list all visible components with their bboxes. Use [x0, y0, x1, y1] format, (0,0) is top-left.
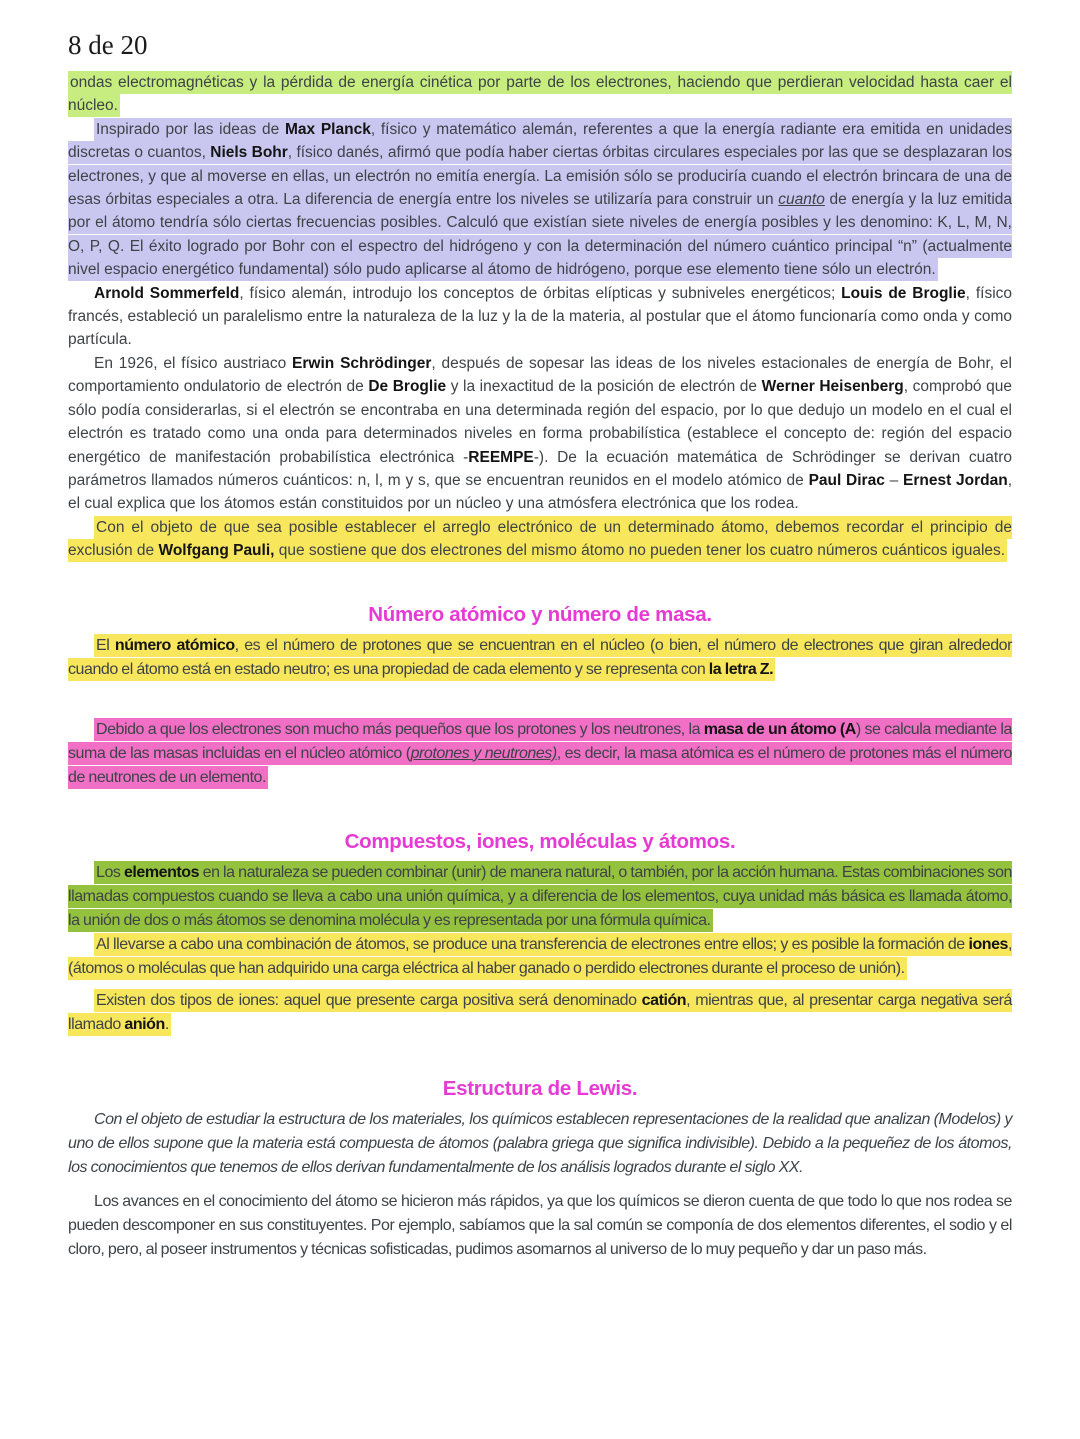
text-run: de energía y la luz emitida por el átomo tendría sólo ciertas frecuencias posibles. Calculó que existían siete niveles de energía posibles y les denomino: K, L, M, N, O, P, Q. El éxito logrado por Bohr con el espectro del hidrógeno y con la determinación del número cuántico principal “n” (actualmente nivel espacio energético fundamental) sólo pudo aplicarse al átomo de hidrógeno, porque ese elemento tiene sólo un electrón.: [68, 191, 1013, 279]
text-run: Al llevarse a cabo una combinación de átomos, se produce una transferencia de electrones entre ellos; y es posible la formación de: [96, 935, 969, 953]
text-run: y la inexactitud de la posición de electrón de: [446, 378, 762, 396]
bold-text-run: elementos: [123, 863, 200, 881]
text-run: , (átomos o moléculas que han adquirido una carga eléctrica al haber ganado o perdido electrones durante el proceso de unión).: [68, 935, 1012, 977]
text-run: –: [884, 471, 903, 489]
text-runs: [68, 718, 1012, 789]
text-run: , físico francés, estableció un paralelismo entre la naturaleza de la luz y la de la materia, al postular que el átomo funcionaría como onda y como partícula.: [68, 284, 1013, 349]
text-run: , físico y matemático alemán, referentes a que la energía radiante era emitida en unidades discretas o cuantos,: [68, 120, 1013, 162]
highlighted-paragraph: [68, 118, 1012, 282]
paragraph: [68, 352, 1012, 516]
text-runs: [68, 1193, 1012, 1258]
text-runs: [68, 355, 1012, 512]
bold-text-run: la letra Z.: [708, 660, 774, 678]
highlighted-paragraph: [68, 861, 1012, 933]
section-heading: Compuestos, iones, moléculas y átomos.: [344, 829, 736, 853]
section-heading: Número atómico y número de masa.: [368, 602, 712, 626]
bold-text-run: Niels Bohr: [210, 144, 288, 162]
text-runs: [68, 71, 1012, 117]
text-runs: [68, 516, 1012, 562]
bold-text-run: REEMPE: [468, 448, 534, 466]
bold-text-run: masa de un átomo (A: [703, 720, 856, 738]
text-run: , comprobó que sólo podía considerarlas, si el electrón se encontraba en una determinada región del espacio, por lo que dedujo un modelo en el cual el electrón es tratado como una onda para determinados niveles en forma probabilística (establece el concepto de: región del espacio energético de manifestación probabilística electrónica -: [68, 378, 1012, 466]
bold-text-run: anión: [124, 1015, 165, 1033]
text-run: cuanto: [778, 191, 825, 209]
bold-text-run: De Broglie: [368, 378, 447, 396]
text-run: En 1926, el físico austriaco: [94, 354, 293, 372]
highlighted-paragraph: [68, 634, 1012, 682]
text-run: que sostiene que dos electrones del mismo átomo no pueden tener los cuatro números cuánticos iguales.: [274, 542, 1006, 560]
text-run: , es decir, la masa atómica es el número de protones más el número de neutrones de un elemento.: [68, 744, 1012, 786]
text-runs: [68, 989, 1012, 1036]
text-runs: [68, 285, 1012, 349]
paragraph: [68, 1108, 1012, 1180]
paragraph: [68, 282, 1012, 352]
highlighted-paragraph: [68, 933, 1012, 981]
text-run: El: [96, 636, 115, 654]
text-run: protones y neutrones): [410, 744, 557, 762]
text-run: , después de sopesar las ideas de los niveles estacionales de energía de Bohr, el comportamiento ondulatorio de electrón de: [68, 354, 1012, 396]
text-run: Los: [96, 863, 124, 881]
text-run: .: [164, 1015, 169, 1033]
text-run: en la naturaleza se pueden combinar (unir) de manera natural, o también, por la acción humana. Estas combinaciones son llamadas compuestos cuando se lleva a cabo una unión química, y a diferencia de los elementos, cuya unidad más básica es llamada átomo, la unión de dos o más átomos se denomina molécula y es representada por una fórmula química.: [68, 863, 1012, 929]
bold-text-run: Max Planck: [284, 120, 371, 138]
text-run: Los avances en el conocimiento del átomo se hicieron más rápidos, ya que los químicos se dieron cuenta de que todo lo que nos rodea se pueden descomponer en sus constituyentes. Por ejemplo, sabíamos que la sal común se componía de dos elementos diferentes, el sodio y el cloro, pero, al poseer instrumentos y técnicas sofisticadas, pudimos asomarnos al universo de lo muy pequeño y dar un paso más.: [68, 1192, 1012, 1258]
text-runs: [68, 1111, 1012, 1176]
text-run: Inspirado por las ideas de: [96, 120, 285, 138]
bold-text-run: Arnold Sommerfeld: [94, 284, 240, 302]
highlighted-paragraph: [68, 718, 1012, 790]
paragraph: [68, 1190, 1012, 1262]
text-runs: [68, 861, 1012, 932]
highlighted-paragraph: [68, 516, 1012, 563]
text-run: , mientras que, al presentar carga negativa será llamado: [68, 991, 1012, 1033]
bold-text-run: número atómico: [114, 636, 235, 654]
text-run: Existen dos tipos de iones: aquel que presente carga positiva será denominado: [96, 991, 642, 1009]
document-body: [68, 71, 1012, 1262]
highlighted-paragraph: [68, 989, 1012, 1037]
bold-text-run: Ernest Jordan: [903, 471, 1008, 489]
bold-text-run: Louis de Broglie: [841, 284, 966, 302]
text-runs: [68, 933, 1012, 980]
bold-text-run: Wolfgang Pauli,: [158, 542, 275, 560]
text-run: Con el objeto de que sea posible establecer el arreglo electrónico de un determinado átomo, debemos recordar el principio de exclusión de: [68, 518, 1012, 560]
text-run: ondas electromagnéticas y la pérdida de energía cinética por parte de los electrones, haciendo que perdieran velocidad hasta caer el núcleo.: [68, 74, 1012, 115]
bold-text-run: Werner Heisenberg: [761, 378, 904, 396]
text-run: , físico danés, afirmó que podía haber ciertas órbitas circulares especiales por las que se desplazaran los electrones, y que al moverse en ellas, un electrón no emitía energía. La emisión sólo se produciría cuando el electrón brincara de una de esas órbitas especiales a otra. La diferencia de energía entre los niveles se utilizaría para construir un: [68, 144, 1012, 209]
text-run: , es el número de protones que se encuentran en el núcleo (o bien, el número de electrones que giran alrededor cuando el átomo está en estado neutro; es una propiedad de cada elemento y se representa con: [68, 636, 1012, 678]
text-run: , físico alemán, introdujo los conceptos de órbitas elípticas y subniveles energéticos;: [239, 284, 842, 302]
text-run: Con el objeto de estudiar la estructura de los materiales, los químicos establecen representaciones de la realidad que analizan (Modelos) y uno de ellos supone que la materia está compuesta de átomos (palabra griega que significa indivisible). Debido a la pequeñez de los átomos, los conocimientos que tenemos de ellos derivan fundamentalmente de los análisis logrados durante el siglo XX.: [68, 1110, 1012, 1176]
text-runs: [68, 634, 1012, 681]
text-run: ) se calcula mediante la suma de las masas incluidas en el núcleo atómico (: [68, 720, 1012, 762]
section-heading: Estructura de Lewis.: [442, 1076, 638, 1100]
text-runs: [68, 118, 1012, 281]
text-run: , el cual explica que los átomos están constituidos por un núcleo y una atmósfera electrónica que los rodea.: [68, 471, 1012, 513]
bold-text-run: Paul Dirac: [808, 471, 885, 489]
text-run: Debido a que los electrones son mucho más pequeños que los protones y los neutrones, la: [96, 720, 704, 738]
text-run: -). De la ecuación matemática de Schrödinger se derivan cuatro parámetros llamados números cuánticos: n, l, m y s, que se encuentran reunidos en el modelo atómico de: [68, 448, 1012, 489]
page-number: 8 de 20: [68, 30, 148, 60]
highlighted-paragraph: [68, 71, 1012, 118]
bold-text-run: iones: [968, 935, 1008, 953]
bold-text-run: catión: [641, 991, 687, 1009]
bold-text-run: Erwin Schrödinger: [292, 354, 432, 372]
